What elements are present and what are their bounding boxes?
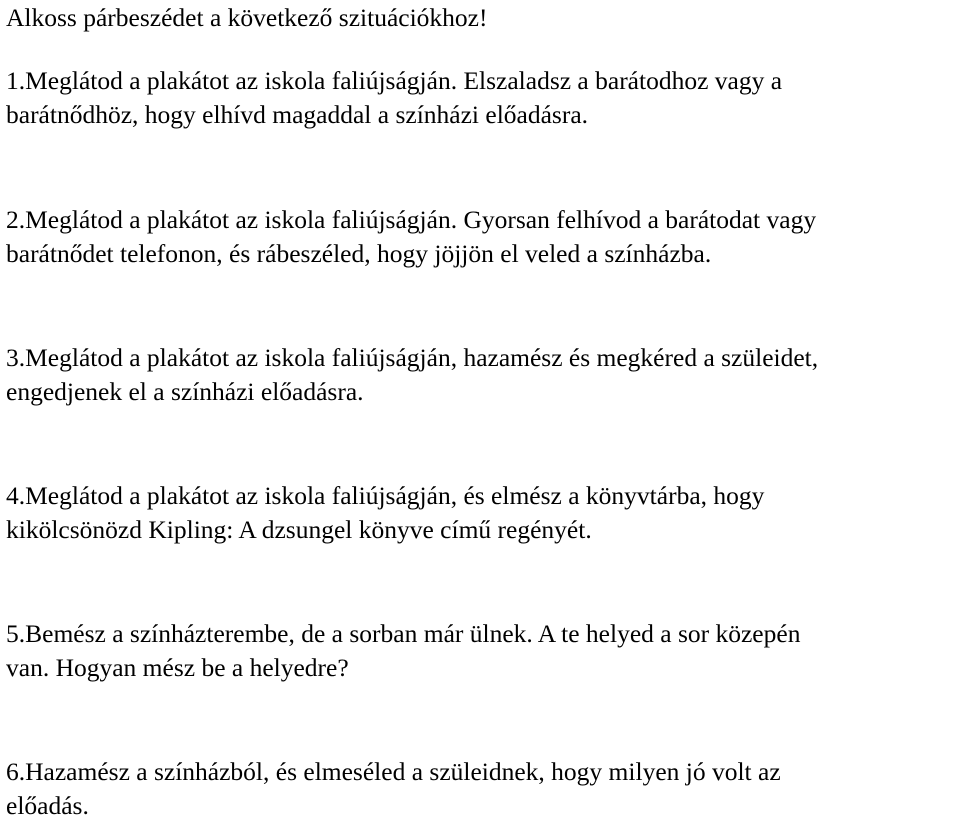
task-1-line-1: 1.Meglátod a plakátot az iskola faliújságján. Elszaladsz a barátodhoz vagy a bbox=[6, 66, 783, 95]
task-5-line-2: van. Hogyan mész be a helyedre? bbox=[6, 653, 349, 682]
document-title: Alkoss párbeszédet a következő szituációkhoz! bbox=[6, 3, 488, 32]
task-3-line-1: 3.Meglátod a plakátot az iskola faliújságján, hazamész és megkéred a szüleidet, bbox=[6, 343, 819, 372]
task-item-5 bbox=[6, 617, 960, 685]
task-item-4 bbox=[6, 479, 960, 547]
task-5-line-1: 5.Bemész a színházterembe, de a sorban már ülnek. A te helyed a sor közepén bbox=[6, 619, 801, 648]
task-item-3 bbox=[6, 341, 960, 409]
task-item-6 bbox=[6, 755, 960, 823]
task-list bbox=[6, 64, 960, 823]
task-4-line-1: 4.Meglátod a plakátot az iskola faliújságján, és elmész a könyvtárba, hogy bbox=[6, 481, 765, 510]
task-1-line-2: barátnődhöz, hogy elhívd magaddal a színházi előadásra. bbox=[6, 100, 589, 129]
task-4-line-2: kikölcsönözd Kipling: A dzsungel könyve című regényét. bbox=[6, 515, 592, 544]
task-6-line-1: 6.Hazamész a színházból, és elmeséled a szüleidnek, hogy milyen jó volt az bbox=[6, 757, 781, 786]
document-page bbox=[6, 1, 960, 823]
task-item-1 bbox=[6, 64, 960, 132]
task-2-line-1: 2.Meglátod a plakátot az iskola faliújságján. Gyorsan felhívod a barátodat vagy bbox=[6, 205, 817, 234]
task-6-line-2: előadás. bbox=[6, 791, 89, 820]
task-2-line-2: barátnődet telefonon, és rábeszéled, hogy jöjjön el veled a színházba. bbox=[6, 239, 712, 268]
task-item-2 bbox=[6, 203, 960, 271]
task-3-line-2: engedjenek el a színházi előadásra. bbox=[6, 377, 364, 406]
